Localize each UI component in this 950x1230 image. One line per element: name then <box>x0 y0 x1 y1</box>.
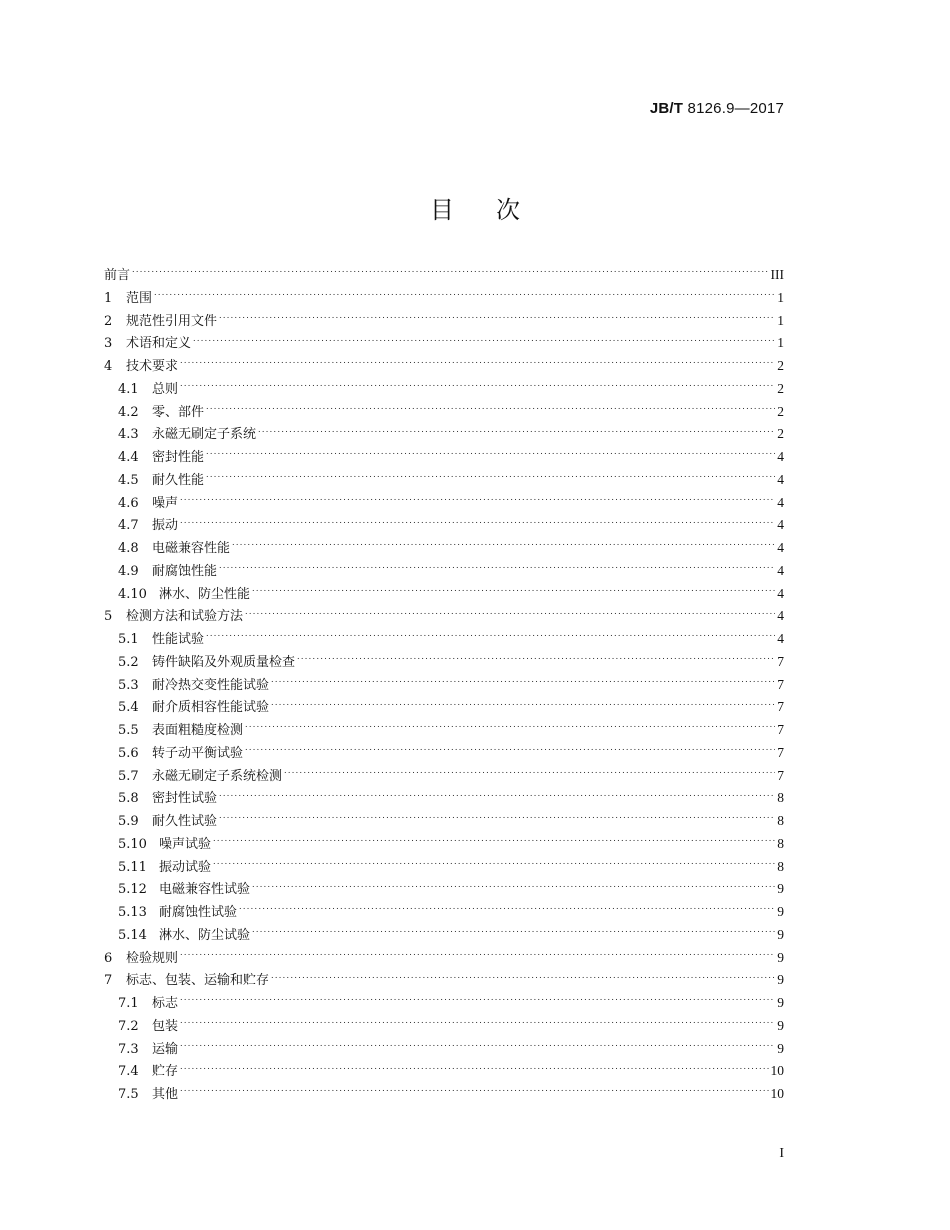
toc-entry-page: 4 <box>777 449 784 464</box>
dot-leader <box>154 289 775 302</box>
dot-leader <box>219 789 775 802</box>
toc-entry[interactable] <box>104 514 784 537</box>
toc-entry-number: 6 <box>104 950 113 966</box>
toc-entry-page: 7 <box>777 722 784 737</box>
toc-entry[interactable] <box>104 1015 784 1038</box>
toc-entry-label: 铸件缺陷及外观质量检查 <box>152 654 296 670</box>
toc-entry-page: 4 <box>777 608 784 624</box>
toc-entry-page: 9 <box>777 926 784 942</box>
toc-entry-page: 1 <box>777 289 784 305</box>
page-number: I <box>779 1146 784 1161</box>
toc-entry-label: 耐久性试验 <box>152 814 218 829</box>
toc-entry[interactable] <box>104 310 784 333</box>
dot-leader <box>132 266 768 279</box>
toc-entry-number: 5.10 <box>118 836 147 852</box>
toc-entry-label: 密封性能 <box>152 450 205 465</box>
toc-entry-number: 4 <box>104 359 113 374</box>
toc-entry-page: III <box>770 267 784 282</box>
toc-entry-number: 5 <box>104 609 113 625</box>
toc-entry-label: 永磁无刷定子系统检测 <box>152 768 283 784</box>
toc-entry-number: 4.1 <box>118 381 139 397</box>
toc-entry-number: 4.6 <box>118 495 139 511</box>
dot-leader <box>180 494 775 507</box>
toc-entry-label: 包装 <box>152 1018 179 1034</box>
toc-entry-number: 4.4 <box>118 450 139 465</box>
toc-entry[interactable] <box>104 264 784 287</box>
dot-leader <box>258 425 775 438</box>
toc-entry-number: 7.4 <box>118 1064 139 1080</box>
toc-entry-label: 电磁兼容性能 <box>152 541 231 556</box>
toc-entry-page: 9 <box>777 949 784 965</box>
toc-entry-number: 7.2 <box>118 1018 139 1034</box>
toc-entry-label: 表面粗糙度检测 <box>152 723 244 738</box>
dot-leader <box>232 539 775 552</box>
toc-entry-label: 检测方法和试验方法 <box>126 609 244 625</box>
toc-entry-label: 淋水、防尘性能 <box>159 586 251 602</box>
toc-entry-number: 5.2 <box>118 654 139 670</box>
toc-entry-label: 噪声试验 <box>159 836 212 852</box>
dot-leader <box>206 471 775 484</box>
toc-entry-label: 贮存 <box>152 1064 179 1080</box>
toc-entry-label: 其他 <box>152 1087 179 1102</box>
dot-leader <box>245 721 775 734</box>
toc-entry-page: 7 <box>777 744 784 760</box>
toc-entry-number: 5.14 <box>118 927 147 943</box>
toc-entry-label: 密封性试验 <box>152 791 218 807</box>
toc-entry[interactable] <box>104 992 784 1015</box>
dot-leader <box>213 835 775 848</box>
document-identifier <box>650 100 784 117</box>
dot-leader <box>206 448 775 461</box>
toc-entry-number: 4.10 <box>118 586 147 602</box>
toc-entry-label: 耐冷热交变性能试验 <box>152 677 270 693</box>
toc-entry-page: 4 <box>777 517 784 533</box>
toc-entry-label: 噪声 <box>152 495 179 511</box>
toc-entry[interactable] <box>104 537 784 560</box>
toc-entry-label: 术语和定义 <box>126 336 192 352</box>
toc-entry-number: 4.7 <box>118 518 139 534</box>
toc-entry-label: 总则 <box>152 381 179 397</box>
dot-leader <box>219 312 775 325</box>
toc-entry-number: 4.2 <box>118 404 139 420</box>
toc-entry[interactable] <box>104 947 784 970</box>
dot-leader <box>180 380 775 393</box>
toc-entry[interactable] <box>104 469 784 492</box>
toc-entry-page: 8 <box>777 835 784 851</box>
toc-entry-number: 4.5 <box>118 472 139 488</box>
toc-entry-number: 5.8 <box>118 791 139 807</box>
dot-leader <box>180 1040 775 1053</box>
dot-leader <box>219 812 775 825</box>
toc-entry[interactable] <box>104 583 784 606</box>
toc-entry-label: 耐久性能 <box>152 472 205 488</box>
dot-leader <box>180 994 775 1007</box>
toc-entry-label: 检验规则 <box>126 950 179 966</box>
toc-entry-page: 1 <box>777 335 784 351</box>
dot-leader <box>245 744 775 757</box>
toc-entry[interactable] <box>104 787 784 810</box>
toc-entry[interactable] <box>104 1083 784 1106</box>
toc-entry-page: 4 <box>777 471 784 487</box>
toc-entry-page: 9 <box>777 881 784 897</box>
toc-entry-number: 1 <box>104 290 113 306</box>
toc-entry-number: 7.1 <box>118 996 139 1011</box>
dot-leader <box>271 676 775 689</box>
toc-entry-label: 永磁无刷定子系统 <box>152 427 257 443</box>
toc-entry[interactable] <box>104 765 784 788</box>
toc-entry-label: 规范性引用文件 <box>126 313 218 329</box>
toc-entry[interactable] <box>104 423 784 446</box>
toc-entry-number: 7 <box>104 973 113 989</box>
toc-entry[interactable] <box>104 742 784 765</box>
toc-entry[interactable] <box>104 856 784 879</box>
toc-entry-page: 7 <box>777 653 784 669</box>
dot-leader <box>252 926 775 939</box>
dot-leader <box>180 1017 775 1030</box>
toc-entry-number: 7.3 <box>118 1041 139 1057</box>
dot-leader <box>239 903 775 916</box>
toc-entry-number: 4.8 <box>118 541 139 556</box>
toc-entry-number: 5.11 <box>118 859 147 875</box>
toc-entry-label: 标志、包装、运输和贮存 <box>126 973 270 989</box>
toc-entry[interactable] <box>104 833 784 856</box>
table-of-contents <box>104 264 784 1106</box>
dot-leader <box>180 1062 768 1075</box>
toc-entry[interactable] <box>104 969 784 992</box>
toc-entry-label: 淋水、防尘试验 <box>159 927 251 943</box>
toc-entry-page: 1 <box>777 312 784 328</box>
toc-entry[interactable] <box>104 651 784 674</box>
toc-entry-number: 2 <box>104 313 113 329</box>
toc-entry-page: 4 <box>777 562 784 578</box>
dot-leader <box>180 949 775 962</box>
toc-entry-page: 8 <box>777 790 784 806</box>
toc-entry-label: 耐腐蚀性能 <box>152 563 218 579</box>
toc-entry-label: 振动试验 <box>159 859 212 875</box>
dot-leader <box>193 334 775 347</box>
toc-entry-page: 2 <box>777 426 784 442</box>
toc-entry[interactable] <box>104 719 784 742</box>
toc-entry[interactable] <box>104 492 784 515</box>
dot-leader <box>271 698 775 711</box>
toc-entry-label: 前言 <box>104 268 131 283</box>
toc-entry-page: 8 <box>777 813 784 828</box>
toc-entry-number: 5.7 <box>118 768 139 784</box>
toc-entry-page: 7 <box>777 699 784 715</box>
toc-entry-page: 9 <box>777 904 784 919</box>
toc-entry-label: 标志 <box>152 996 179 1011</box>
toc-entry-number: 5.4 <box>118 700 139 716</box>
dot-leader <box>206 403 775 416</box>
toc-entry-page: 7 <box>777 676 784 692</box>
toc-entry-page: 8 <box>777 858 784 874</box>
toc-entry[interactable] <box>104 628 784 651</box>
toc-entry[interactable] <box>104 901 784 924</box>
dot-leader <box>271 971 775 984</box>
toc-entry-number: 5.1 <box>118 632 139 647</box>
toc-entry-number: 3 <box>104 336 113 352</box>
toc-entry[interactable] <box>104 355 784 378</box>
toc-entry-label: 范围 <box>126 290 153 306</box>
toc-entry-number: 5.3 <box>118 677 139 693</box>
toc-entry-label: 性能试验 <box>152 632 205 647</box>
toc-entry-label: 耐腐蚀性试验 <box>159 905 238 920</box>
toc-entry-number: 5.12 <box>118 882 147 898</box>
toc-entry-page: 2 <box>777 403 784 419</box>
toc-entry-page: 9 <box>777 972 784 988</box>
toc-entry-page: 4 <box>777 540 784 555</box>
dot-leader <box>297 653 775 666</box>
toc-entry-page: 9 <box>777 995 784 1010</box>
toc-entry-page: 10 <box>770 1063 784 1079</box>
toc-entry[interactable] <box>104 605 784 628</box>
dot-leader <box>252 585 775 598</box>
toc-entry[interactable] <box>104 1038 784 1061</box>
toc-entry-page: 4 <box>777 494 784 510</box>
toc-entry-number: 5.6 <box>118 745 139 761</box>
toc-entry-number: 5.13 <box>118 905 147 920</box>
toc-entry-page: 7 <box>777 767 784 783</box>
toc-entry-page: 9 <box>777 1017 784 1033</box>
standard-number: 8126.9—2017 <box>687 100 784 117</box>
toc-entry[interactable] <box>104 924 784 947</box>
toc-entry[interactable] <box>104 401 784 424</box>
toc-entry[interactable] <box>104 446 784 469</box>
toc-entry-label: 耐介质相容性能试验 <box>152 700 270 716</box>
dot-leader <box>284 767 775 780</box>
dot-leader <box>219 562 775 575</box>
toc-entry-page: 9 <box>777 1040 784 1056</box>
toc-entry-label: 转子动平衡试验 <box>152 745 244 761</box>
toc-entry-label: 电磁兼容性试验 <box>159 882 251 898</box>
toc-entry-label: 振动 <box>152 518 179 534</box>
dot-leader <box>213 858 775 871</box>
toc-entry[interactable] <box>104 674 784 697</box>
toc-entry[interactable] <box>104 287 784 310</box>
toc-entry[interactable] <box>104 332 784 355</box>
dot-leader <box>180 1085 768 1098</box>
dot-leader <box>180 357 775 370</box>
toc-entry[interactable] <box>104 810 784 833</box>
dot-leader <box>180 516 775 529</box>
dot-leader <box>206 630 775 643</box>
toc-entry[interactable] <box>104 878 784 901</box>
toc-entry-page: 4 <box>777 631 784 646</box>
toc-entry[interactable] <box>104 560 784 583</box>
toc-entry[interactable] <box>104 378 784 401</box>
toc-entry[interactable] <box>104 1060 784 1083</box>
toc-heading: 目次 <box>430 196 562 224</box>
toc-entry-page: 2 <box>777 380 784 396</box>
toc-entry-page: 10 <box>770 1086 784 1101</box>
toc-entry-label: 零、部件 <box>152 404 205 420</box>
toc-entry-page: 2 <box>777 358 784 373</box>
toc-entry-number: 5.9 <box>118 814 139 829</box>
toc-entry-label: 运输 <box>152 1041 179 1057</box>
toc-entry-number: 5.5 <box>118 723 139 738</box>
toc-entry-number: 4.3 <box>118 427 139 443</box>
toc-entry-label: 技术要求 <box>126 359 179 374</box>
standard-prefix: JB/T <box>649 100 684 117</box>
dot-leader <box>252 880 775 893</box>
toc-entry-number: 4.9 <box>118 563 139 579</box>
toc-entry-number: 7.5 <box>118 1087 139 1102</box>
toc-entry[interactable] <box>104 696 784 719</box>
toc-entry-page: 4 <box>777 585 784 601</box>
dot-leader <box>245 607 775 620</box>
